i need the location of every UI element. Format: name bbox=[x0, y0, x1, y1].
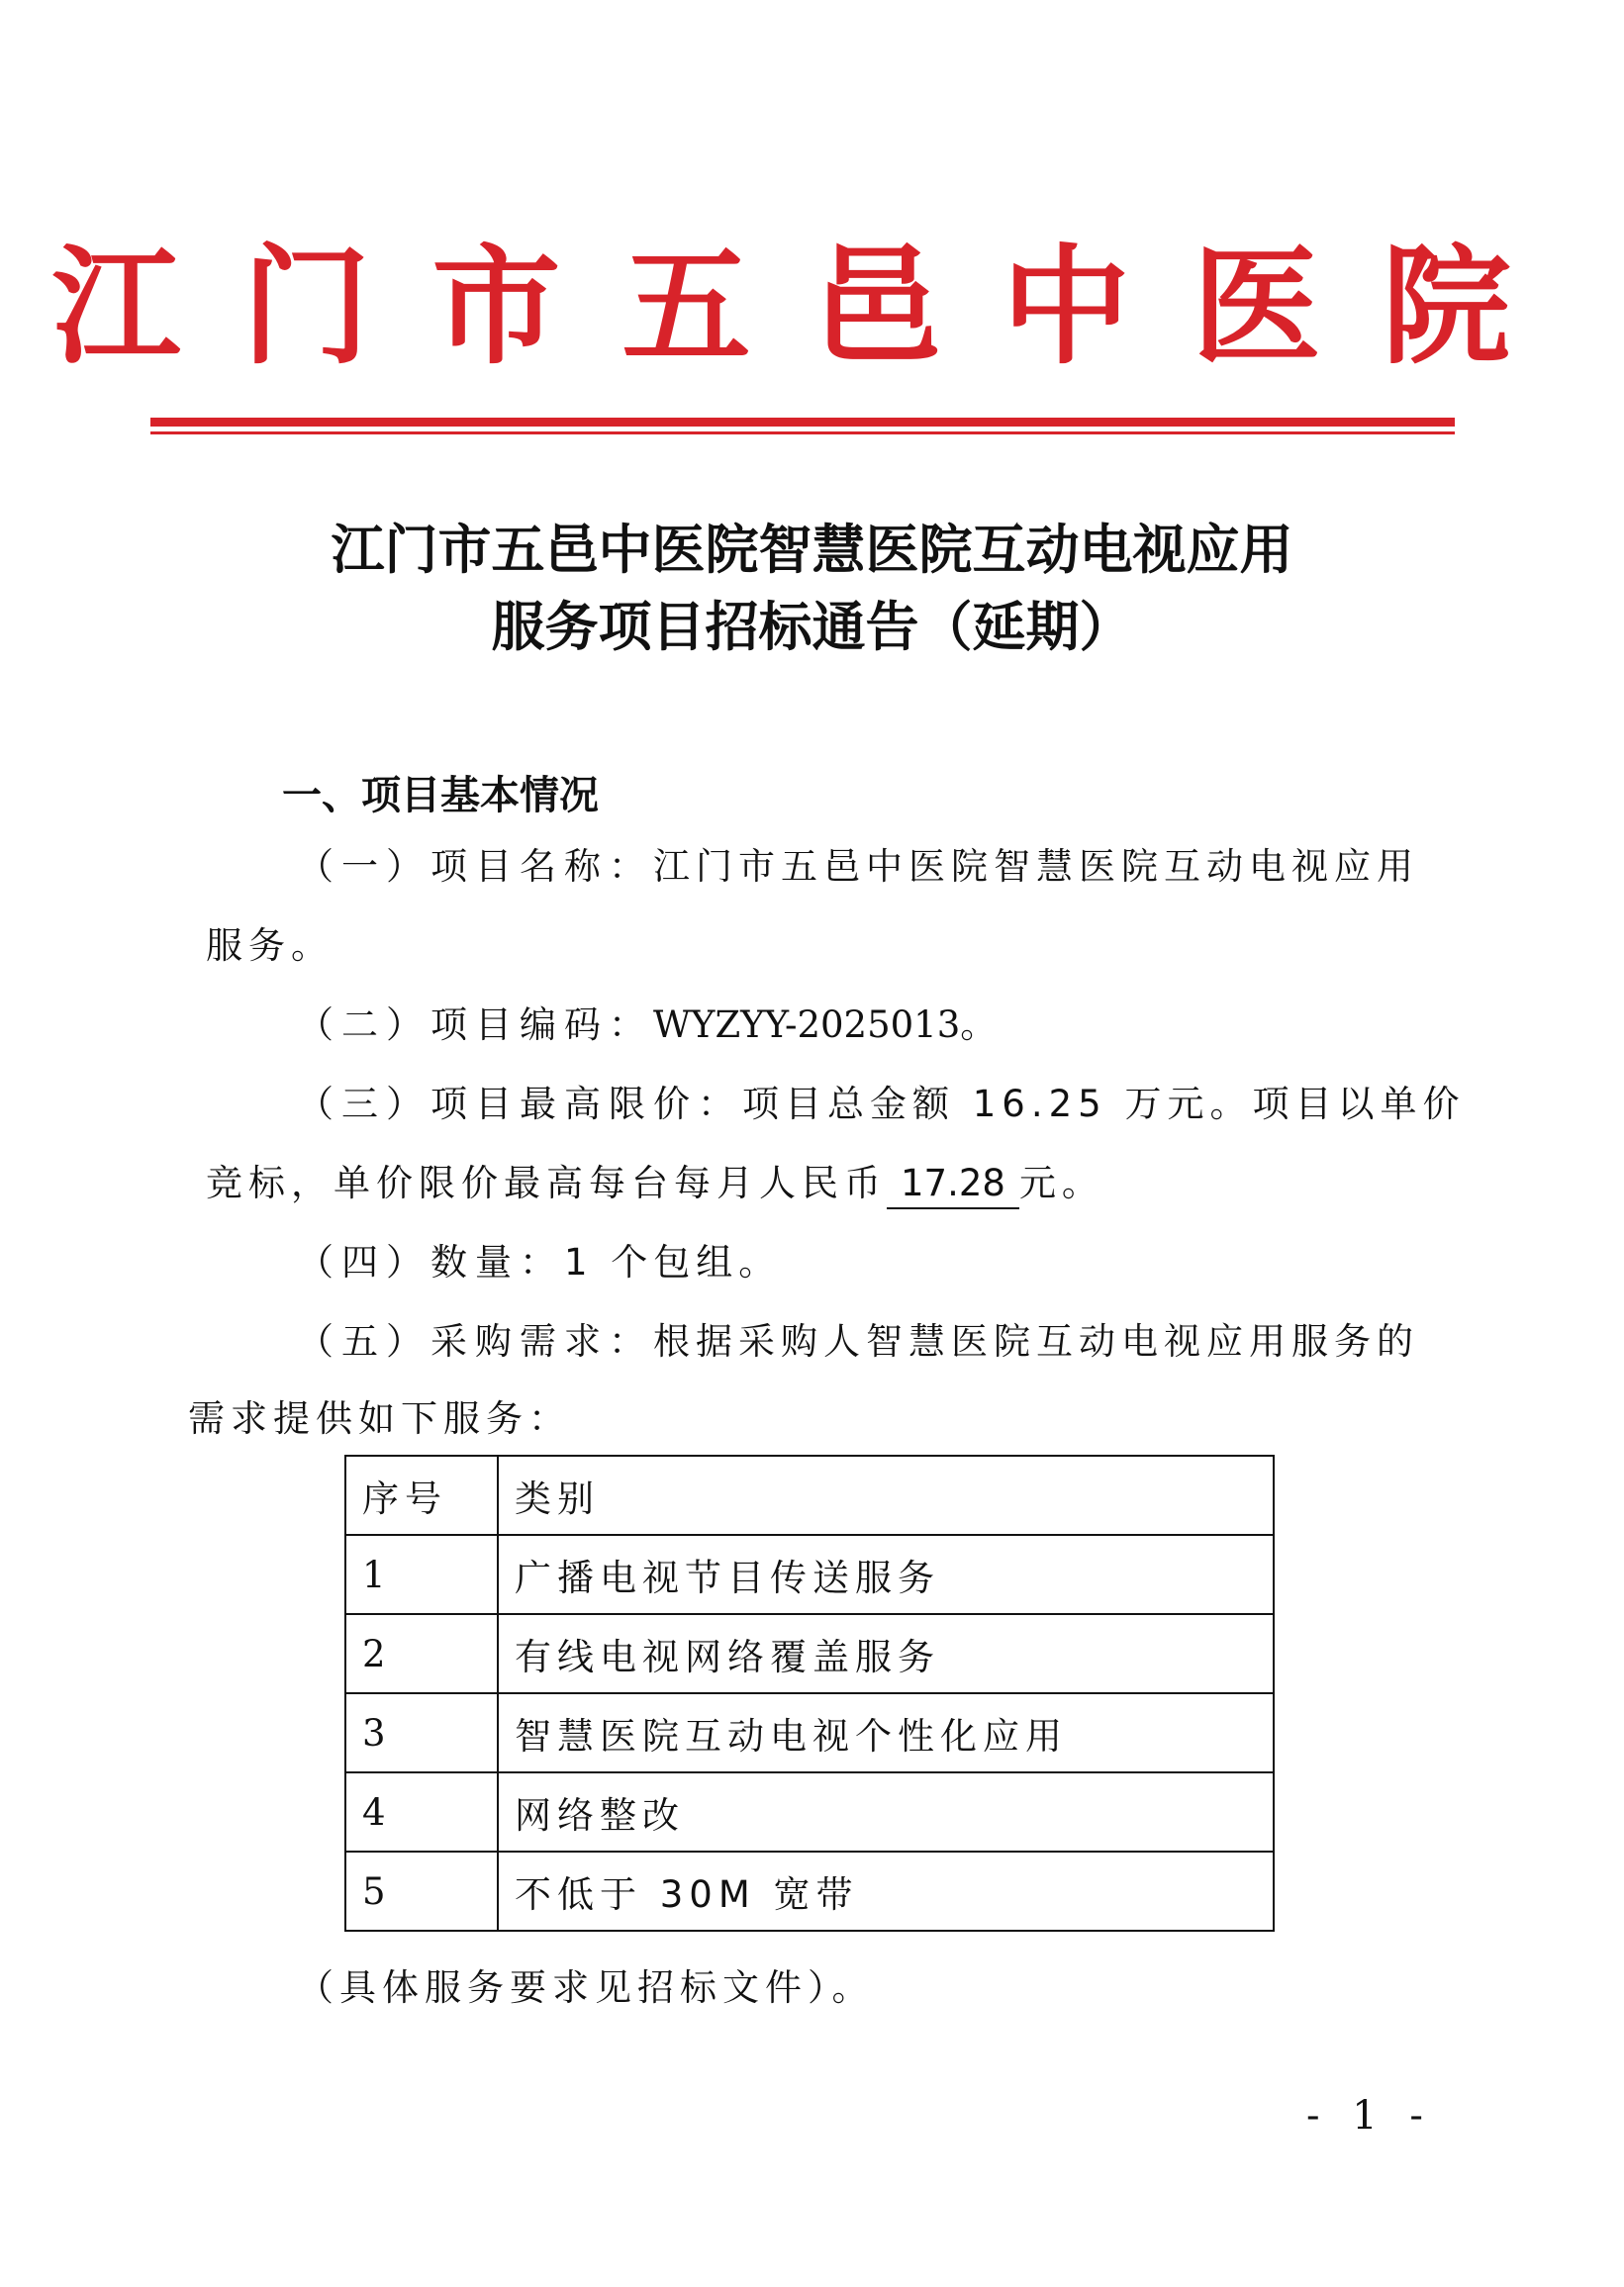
section-heading: 一、项目基本情况 bbox=[282, 773, 599, 818]
item5-line1 bbox=[297, 1318, 1419, 1366]
item3-text: 项目总金额 16.25 万元。项目以单价 bbox=[742, 1083, 1466, 1125]
table-row bbox=[345, 1852, 1274, 1931]
item2-code: WYZYY-2025013。 bbox=[653, 1003, 998, 1046]
services-table bbox=[344, 1455, 1275, 1932]
table-cell-number: 4 bbox=[345, 1772, 498, 1852]
table-cell-category: 广播电视节目传送服务 bbox=[498, 1535, 1274, 1614]
letterhead-rule-thin bbox=[150, 431, 1455, 434]
table-header-cell: 序号 bbox=[345, 1456, 498, 1535]
item2-line bbox=[297, 1001, 997, 1049]
table-cell-number: 3 bbox=[345, 1693, 498, 1772]
table-cell-number: 1 bbox=[345, 1535, 498, 1614]
table-row bbox=[345, 1693, 1274, 1772]
table-cell-category: 有线电视网络覆盖服务 bbox=[498, 1614, 1274, 1693]
table-cell-number: 2 bbox=[345, 1614, 498, 1693]
document-title-line1: 江门市五邑中医院智慧医院互动电视应用 bbox=[331, 518, 1293, 581]
item5-label: （五）采购需求： bbox=[297, 1320, 653, 1363]
letterhead-title: 江门市五邑中医院 bbox=[51, 231, 1573, 382]
item5-line2: 需求提供如下服务： bbox=[188, 1397, 571, 1440]
item1-text: 江门市五邑中医院智慧医院互动电视应用 bbox=[653, 845, 1419, 888]
table-cell-number: 5 bbox=[345, 1852, 498, 1931]
item5-text: 根据采购人智慧医院互动电视应用服务的 bbox=[653, 1320, 1419, 1363]
item3-text-prefix: 竞标，单价限价最高每台每月人民币 bbox=[206, 1162, 887, 1204]
document-title-line2: 服务项目招标通告（延期） bbox=[491, 595, 1133, 658]
table-header-row bbox=[345, 1456, 1274, 1535]
table-cell-category: 智慧医院互动电视个性化应用 bbox=[498, 1693, 1274, 1772]
item3-label: （三）项目最高限价： bbox=[297, 1083, 742, 1125]
item1-label: （一）项目名称： bbox=[297, 845, 653, 888]
table-cell-category: 不低于 30M 宽带 bbox=[498, 1852, 1274, 1931]
table-row bbox=[345, 1772, 1274, 1852]
item4-label: （四）数量： bbox=[297, 1241, 564, 1284]
item3-text-suffix: 元。 bbox=[1018, 1162, 1104, 1204]
table-row bbox=[345, 1614, 1274, 1693]
letterhead-rule-thick bbox=[150, 418, 1455, 427]
item2-label: （二）项目编码： bbox=[297, 1003, 653, 1046]
table-cell-category: 网络整改 bbox=[498, 1772, 1274, 1852]
item3-line1 bbox=[297, 1081, 1465, 1128]
item4-line bbox=[297, 1239, 781, 1286]
item4-text: 1 个包组。 bbox=[564, 1241, 782, 1284]
table-header-cell: 类别 bbox=[498, 1456, 1274, 1535]
page-number: - 1 - bbox=[1306, 2093, 1433, 2139]
item1-line2: 服务。 bbox=[206, 924, 334, 967]
services-note: （具体服务要求见招标文件）。 bbox=[297, 1966, 875, 2009]
unit-price-value: 17.28 bbox=[887, 1160, 1019, 1209]
item1-line1 bbox=[297, 843, 1419, 891]
table-row bbox=[345, 1535, 1274, 1614]
item3-line2 bbox=[206, 1160, 1104, 1209]
